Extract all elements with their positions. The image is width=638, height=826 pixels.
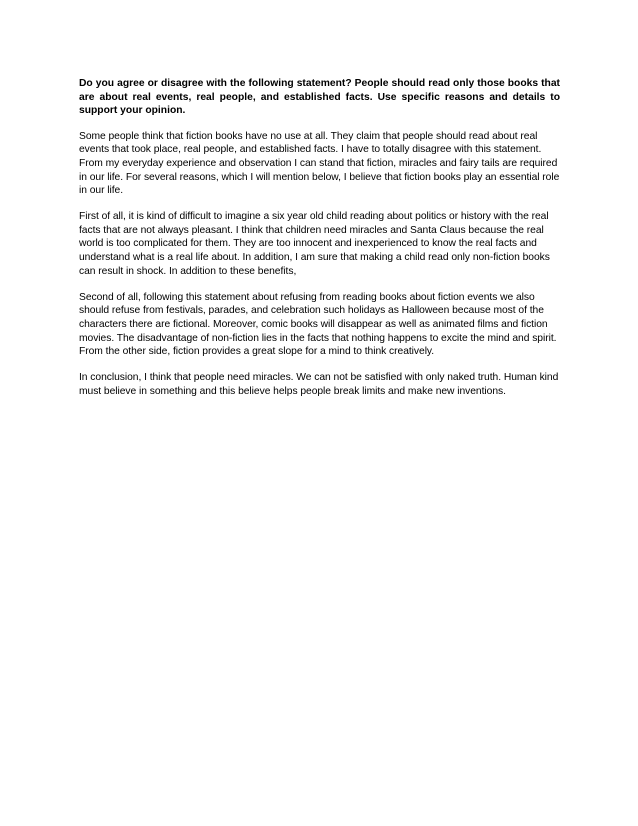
paragraph-second-reason: Second of all, following this statement about refusing from reading books about fiction events we also should refuse from festivals, parades, and celebration such holidays as Halloween because most of the characters there are fictional. Moreover, comic books will disappear as well as animated films and fiction movies. The disadvantage of non-fiction lies in the facts that nothing happens to excite the mind and spirit. From the other side, fiction provides a great slope for a mind to think creatively.: [79, 291, 557, 358]
essay-prompt: Do you agree or disagree with the following statement? People should read only those books that are about real events, real people, and established facts. Use specific reasons and details to support your opinion.: [79, 78, 560, 117]
document-body: [79, 77, 560, 411]
paragraph-conclusion: In conclusion, I think that people need miracles. We can not be satisfied with only naked truth. Human kind must believe in something and this believe helps people break limits and make new inventions.: [79, 372, 559, 397]
paragraph-introduction: Some people think that fiction books have no use at all. They claim that people should read about real events that took place, real people, and established facts. I have to totally disagree with this statement. From my everyday experience and observation I can stand that fiction, miracles and fairy tails are required in our life. For several reasons, which I will mention below, I believe that fiction books play an essential role in our life.: [79, 130, 560, 197]
paragraph-first-reason: First of all, it is kind of difficult to imagine a six year old child reading about politics or history with the real facts that are not always pleasant. I think that children need miracles and Santa Claus because the real world is too complicated for them. They are too innocent and inexperienced to know the real facts and understand what is a real life about. In addition, I am sure that making a child read only non-fiction books can result in shock. In addition to these benefits,: [79, 211, 550, 277]
